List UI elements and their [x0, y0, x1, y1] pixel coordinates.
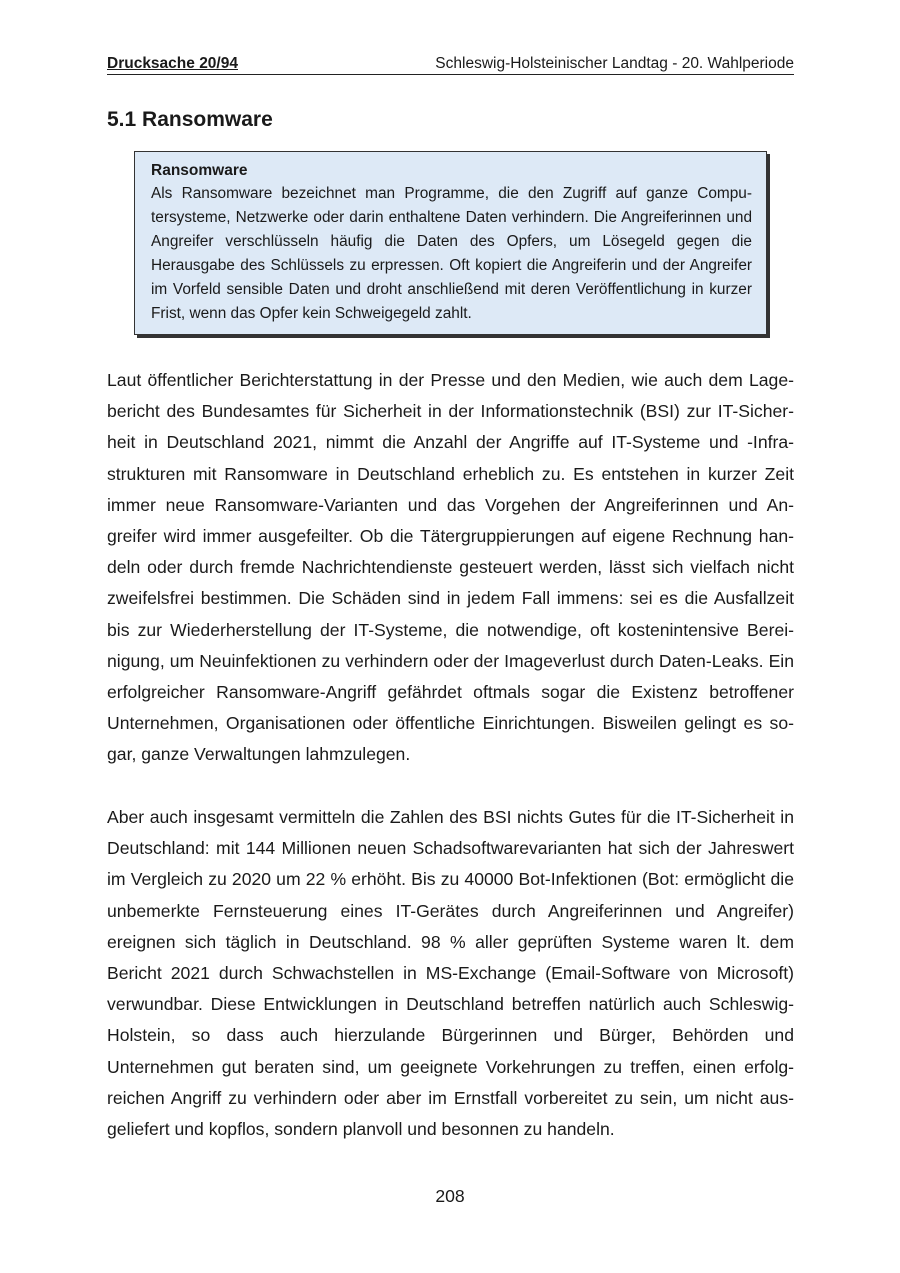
parliament-title: Schleswig-Holsteinischer Landtag - 20. Wahlperiode	[435, 55, 794, 72]
page-number: 208	[435, 1186, 465, 1206]
definition-box-text: Als Ransomware bezeichnet man Programme, die den Zugriff auf ganze Computersysteme, Netzwerke oder darin enthaltene Daten verhindern. Die Angreiferinnen und Angreifer verschlüsseln häufig die Daten des Opfers, um Lösegeld gegen die Herausgabe des Schlüssels zu erpressen. Oft kopiert die Angreiferin und der Angreifer im Vorfeld sensible Daten und droht anschließend mit deren Veröffentlichung in kurzer Frist, wenn das Opfer kein Schweigegeld zahlt.	[151, 185, 752, 322]
definition-box	[134, 151, 767, 335]
section-title: 5.1 Ransomware	[107, 108, 273, 131]
definition-box-title: Ransomware	[151, 162, 248, 179]
body-paragraph-2: Aber auch insgesamt vermitteln die Zahlen des BSI nichts Gutes für die IT-Sicherheit in Deutschland: mit 144 Millionen neuen Schadsoftwarevarianten hat sich der Jahreswert im Vergleich zu 2020 um 22 % erhöht. Bis zu 40000 Bot-Infektionen (Bot: ermöglicht die unbemerkte Fernsteuerung eines IT-Gerätes durch Angreiferinnen und Angreifer) ereignen sich täglich in Deutschland. 98 % aller geprüften Systeme waren lt. dem Bericht 2021 durch Schwachstellen in MS-Exchange (Email-Software von Microsoft) verwundbar. Diese Entwicklungen in Deutschland betreffen natürlich auch Schleswig-Holstein, so dass auch hierzulande Bürgerinnen und Bürger, Behörden und Unternehmen gut beraten sind, um geeignete Vorkehrungen zu treffen, einen erfolgreichen Angriff zu verhindern oder aber im Ernstfall vorbereitet zu sein, um nicht ausgeliefert und kopflos, sondern planvoll und besonnen zu handeln.	[107, 807, 794, 1140]
document-number: Drucksache 20/94	[107, 55, 238, 72]
body-paragraph-1: Laut öffentlicher Berichterstattung in der Presse und den Medien, wie auch dem Lagebericht des Bundesamtes für Sicherheit in der Informationstechnik (BSI) zur IT-Sicherheit in Deutschland 2021, nimmt die Anzahl der Angriffe auf IT-Systeme und -Infrastrukturen mit Ransomware in Deutschland erheblich zu. Es entstehen in kurzer Zeit immer neue Ransomware-Varianten und das Vorgehen der Angreiferinnen und Angreifer wird immer ausgefeilter. Ob die Tätergruppierungen auf eigene Rechnung handeln oder durch fremde Nachrichtendienste gesteuert werden, lässt sich vielfach nicht zweifelsfrei bestimmen. Die Schäden sind in jedem Fall immens: sei es die Ausfallzeit bis zur Wiederherstellung der IT-Systeme, die notwendige, oft kostenintensive Bereinigung, um Neuinfektionen zu verhindern oder der Imageverlust durch Daten-Leaks. Ein erfolgreicher Ransomware-Angriff gefährdet oftmals sogar die Existenz betroffener Unternehmen, Organisationen oder öffentliche Einrichtungen. Bisweilen gelingt es sogar, ganze Verwaltungen lahmzulegen.	[107, 370, 794, 765]
page-header	[107, 54, 794, 75]
